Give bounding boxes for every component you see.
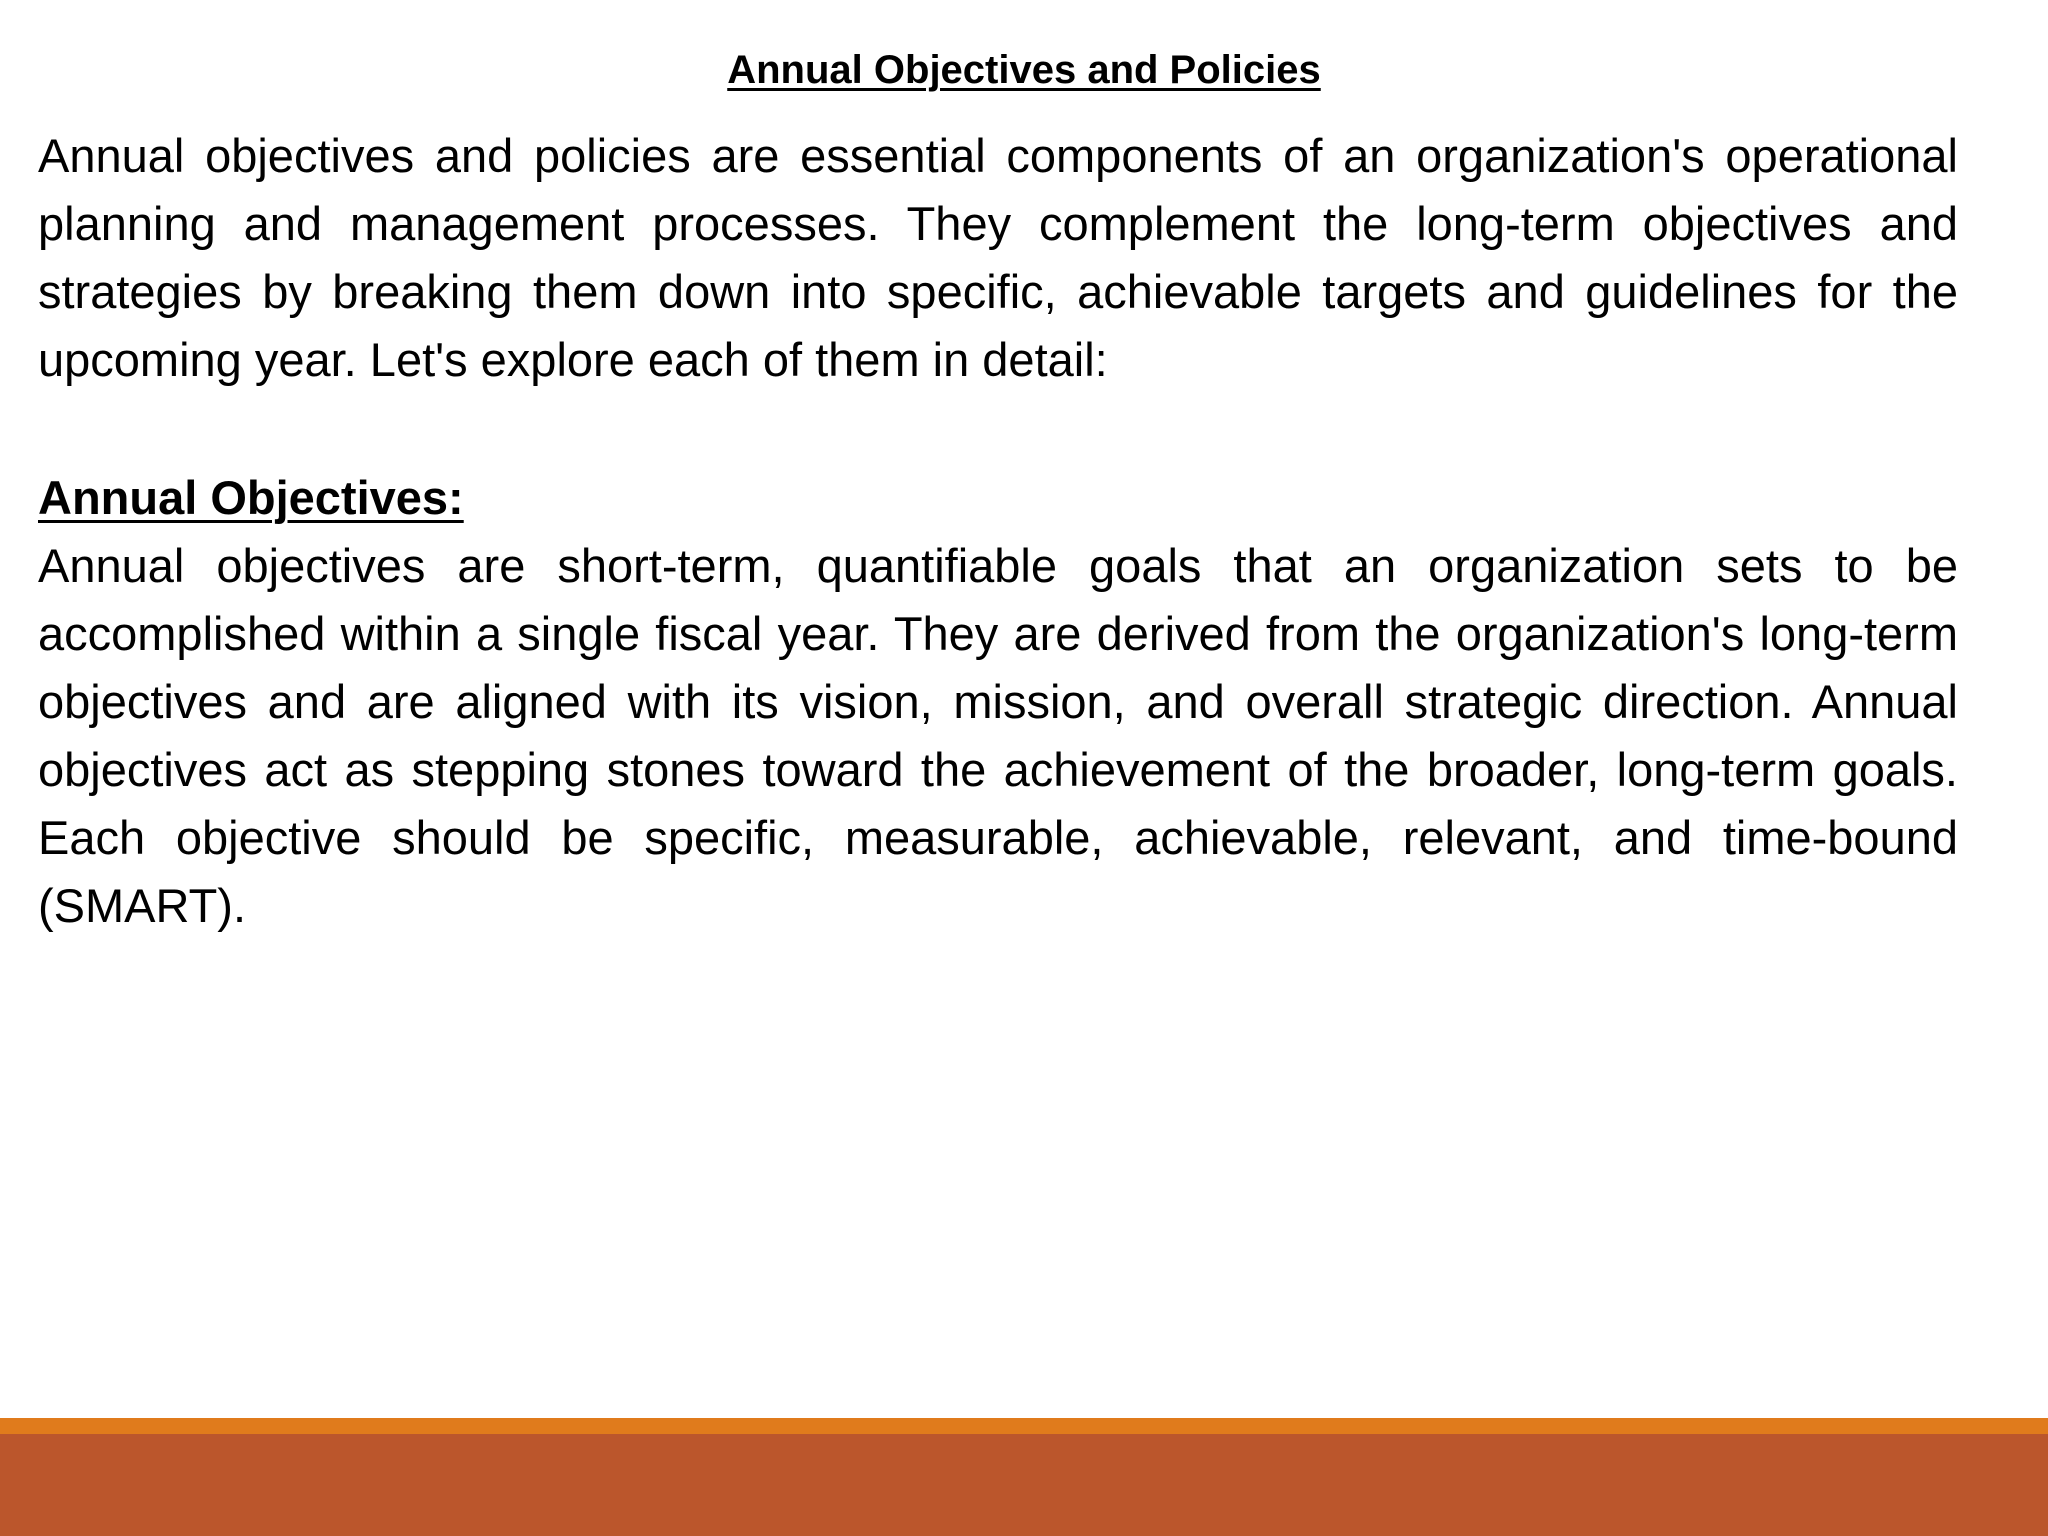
annual-objectives-paragraph: Annual objectives are short-term, quantifiable goals that an organization sets to be accomplished within a single fiscal year. They are derived from the organization's long-term objectives and are aligned with its vision, mission, and overall strategic direction. Annual objectives act as stepping stones toward the achievement of the broader, long-term goals. Each objective should be specific, measurable, achievable, relevant, and time-bound (SMART). xyxy=(38,539,1958,932)
intro-paragraph: Annual objectives and policies are essential components of an organization's operational planning and management processes. They complement the long-term objectives and strategies by breaking them down into specific, achievable targets and guidelines for the upcoming year. Let's explore each of them in detail: xyxy=(38,129,1958,386)
slide-title: Annual Objectives and Policies xyxy=(727,48,1321,92)
footer-bar xyxy=(0,1434,2048,1536)
footer-accent-stripe xyxy=(0,1418,2048,1434)
section-heading-annual-objectives: Annual Objectives: xyxy=(38,471,464,524)
